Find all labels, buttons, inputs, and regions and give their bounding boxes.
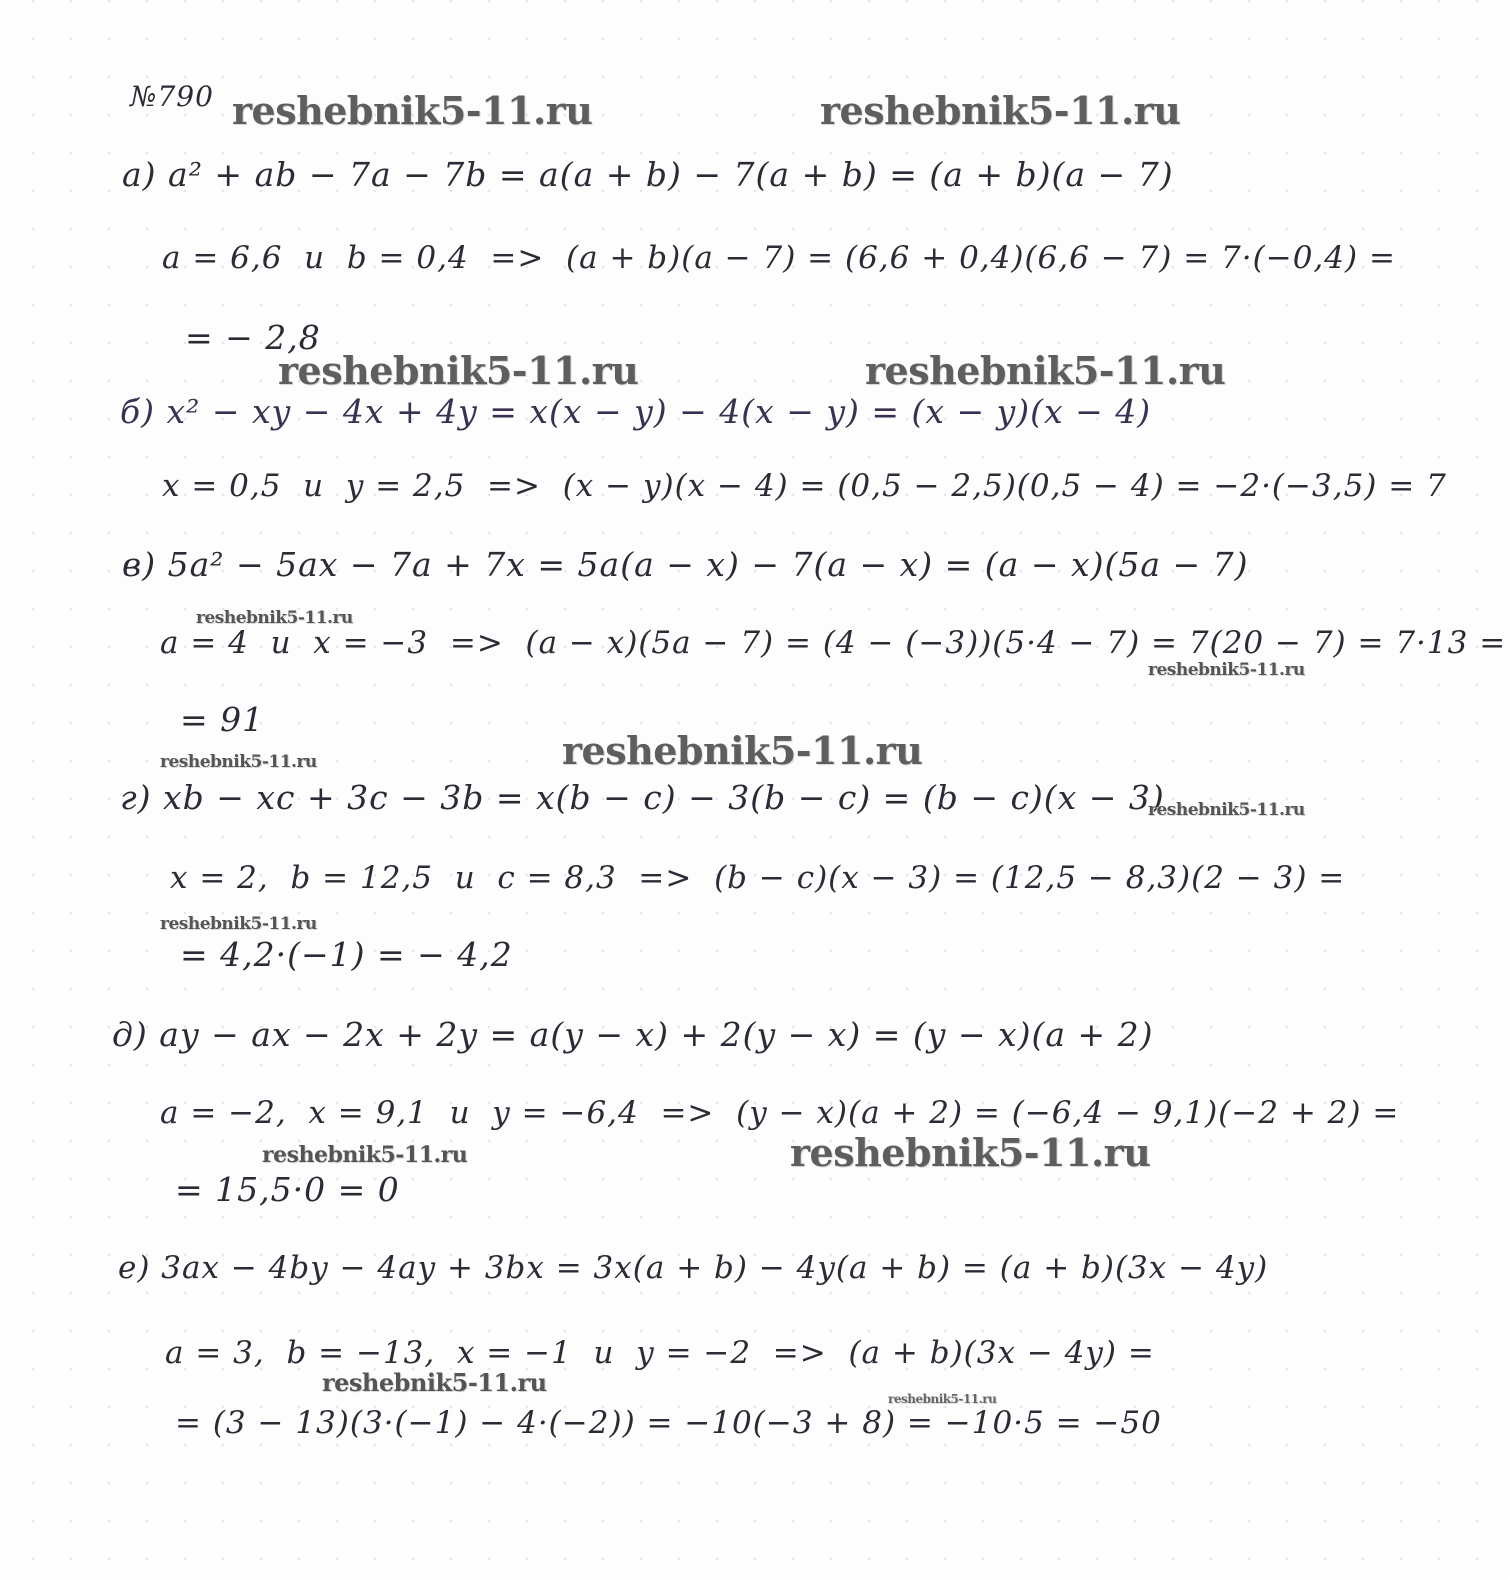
section-e-line2: a = 3, b = −13, x = −1 и y = −2 => (a + b)(3x − 4y) =	[165, 1335, 1155, 1371]
section-a-line2: a = 6,6 и b = 0,4 => (a + b)(a − 7) = (6,6 + 0,4)(6,6 − 7) = 7·(−0,4) =	[162, 240, 1396, 276]
watermark: reshebnik5-11.ru	[562, 728, 923, 773]
problem-number: №790	[130, 80, 214, 113]
section-d-line2: a = −2, x = 9,1 и y = −6,4 => (y − x)(a + 2) = (−6,4 − 9,1)(−2 + 2) =	[160, 1095, 1400, 1131]
section-e-line1: е) 3ax − 4by − 4ay + 3bx = 3x(a + b) − 4y(a + b) = (a + b)(3x − 4y)	[118, 1250, 1269, 1286]
section-v-line2: a = 4 и x = −3 => (a − x)(5a − 7) = (4 − (−3))(5·4 − 7) = 7(20 − 7) = 7·13 =	[160, 625, 1507, 661]
watermark: reshebnik5-11.ru	[865, 348, 1226, 393]
watermark: reshebnik5-11.ru	[160, 914, 317, 934]
watermark: reshebnik5-11.ru	[1148, 660, 1305, 680]
section-g-line3: = 4,2·(−1) = − 4,2	[180, 935, 513, 974]
section-g-line2: x = 2, b = 12,5 и c = 8,3 => (b − c)(x − 3) = (12,5 − 8,3)(2 − 3) =	[170, 860, 1346, 896]
section-b-line1: б) x² − xy − 4x + 4y = x(x − y) − 4(x − y) = (x − y)(x − 4)	[120, 392, 1152, 431]
watermark: reshebnik5-11.ru	[160, 752, 317, 772]
watermark: reshebnik5-11.ru	[278, 348, 639, 393]
section-v-line1: в) 5a² − 5ax − 7a + 7x = 5a(a − x) − 7(a − x) = (a − x)(5a − 7)	[122, 545, 1249, 584]
watermark: reshebnik5-11.ru	[232, 88, 593, 133]
watermark: reshebnik5-11.ru	[262, 1142, 468, 1168]
section-a-line3: = − 2,8	[185, 318, 321, 357]
watermark: reshebnik5-11.ru	[322, 1368, 547, 1397]
section-d-line3: = 15,5·0 = 0	[175, 1170, 400, 1209]
watermark: reshebnik5-11.ru	[888, 1392, 997, 1406]
watermark: reshebnik5-11.ru	[196, 608, 353, 628]
section-b-line2: x = 0,5 и y = 2,5 => (x − y)(x − 4) = (0,5 − 2,5)(0,5 − 4) = −2·(−3,5) = 7	[162, 468, 1447, 504]
section-d-line1: д) ay − ax − 2x + 2y = a(y − x) + 2(y − x) = (y − x)(a + 2)	[112, 1015, 1154, 1054]
section-a-line1: а) a² + ab − 7a − 7b = a(a + b) − 7(a + b) = (a + b)(a − 7)	[122, 155, 1174, 194]
watermark: reshebnik5-11.ru	[820, 88, 1181, 133]
section-v-line3: = 91	[180, 700, 265, 739]
section-e-line3: = (3 − 13)(3·(−1) − 4·(−2)) = −10(−3 + 8) = −10·5 = −50	[175, 1405, 1162, 1441]
watermark: reshebnik5-11.ru	[790, 1130, 1151, 1175]
section-g-line1: г) xb − xc + 3c − 3b = x(b − c) − 3(b − c) = (b − c)(x − 3)	[120, 778, 1165, 817]
watermark: reshebnik5-11.ru	[1148, 800, 1305, 820]
